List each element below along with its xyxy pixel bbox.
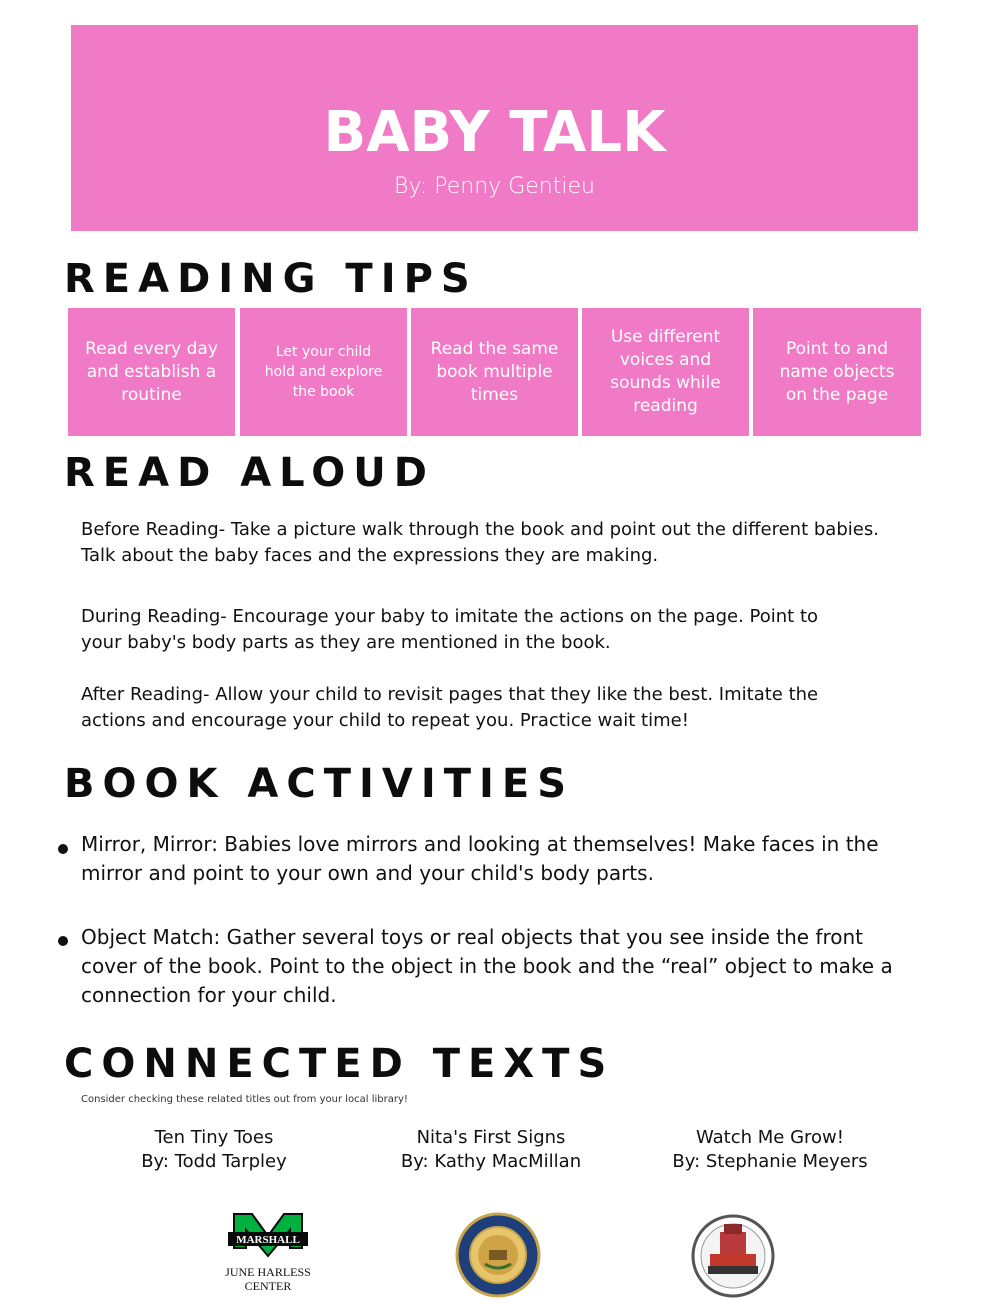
tip-box-5: [753, 308, 921, 436]
tip-text: Read every day and establish a routine: [85, 338, 218, 405]
header-banner: [71, 25, 918, 231]
book-entry-1: [84, 1126, 344, 1174]
book-author: By: Todd Tarpley: [141, 1151, 287, 1172]
center-text: CENTER: [244, 1279, 292, 1293]
tip-box-4: [582, 308, 749, 436]
library-note: Consider checking these related titles out from your local library!: [81, 1094, 408, 1105]
tip-box-1: [68, 308, 235, 436]
book-author: By: Penny Gentieu: [394, 174, 595, 199]
book-entry-2: [361, 1126, 621, 1174]
book-author: By: Stephanie Meyers: [672, 1151, 868, 1172]
book-activities-heading: BOOK ACTIVITIES: [64, 761, 575, 807]
book-title: Ten Tiny Toes: [154, 1127, 274, 1148]
after-reading-paragraph: After Reading- Allow your child to revisit pages that they like the best. Imitate the actions and encourage your child to repeat you. Practice wait time!: [81, 684, 819, 731]
june-harless-text: JUNE HARLESS: [225, 1265, 311, 1279]
book-entry-3: [640, 1126, 900, 1174]
before-reading-paragraph: Before Reading- Take a picture walk through the book and point out the different babies. Talk about the baby faces and the expressions they are making.: [81, 519, 879, 566]
imagination-library-seal-icon: [690, 1214, 776, 1298]
reading-tips-heading: READING TIPS: [64, 256, 478, 302]
tip-text: Read the same book multiple times: [430, 338, 559, 405]
bullet-dot: [58, 844, 68, 854]
read-aloud-heading: READ ALOUD: [64, 450, 435, 496]
book-author: By: Kathy MacMillan: [400, 1151, 582, 1172]
marshall-june-harless-logo: [218, 1210, 318, 1296]
tip-box-2: [240, 308, 407, 436]
tip-text: Use different voices and sounds while reading: [610, 327, 721, 416]
tip-box-3: [411, 308, 578, 436]
tip-text: Let your child hold and explore the book: [264, 344, 383, 400]
activity-item-mirror: Mirror, Mirror: Babies love mirrors and looking at themselves! Make faces in the mirror and point to your own and your child's body parts.: [81, 832, 879, 885]
book-title: Watch Me Grow!: [696, 1127, 844, 1148]
bullet-dot: [58, 936, 68, 946]
book-title: Nita's First Signs: [416, 1127, 566, 1148]
connected-texts-heading: CONNECTED TEXTS: [64, 1041, 615, 1087]
marshall-wordmark: MARSHALL: [236, 1234, 300, 1246]
tip-text: Point to and name objects on the page: [779, 338, 895, 405]
book-title: BABY TALK: [323, 100, 666, 165]
activity-item-object-match: Object Match: Gather several toys or real objects that you see inside the front cover of the book. Point to the object in the book and the “real” object to make a connection for your child.: [81, 925, 893, 1007]
during-reading-paragraph: During Reading- Encourage your baby to imitate the actions on the page. Point to your baby's body parts as they are mentioned in the book.: [81, 606, 819, 653]
wv-department-of-education-seal-icon: [455, 1212, 541, 1298]
